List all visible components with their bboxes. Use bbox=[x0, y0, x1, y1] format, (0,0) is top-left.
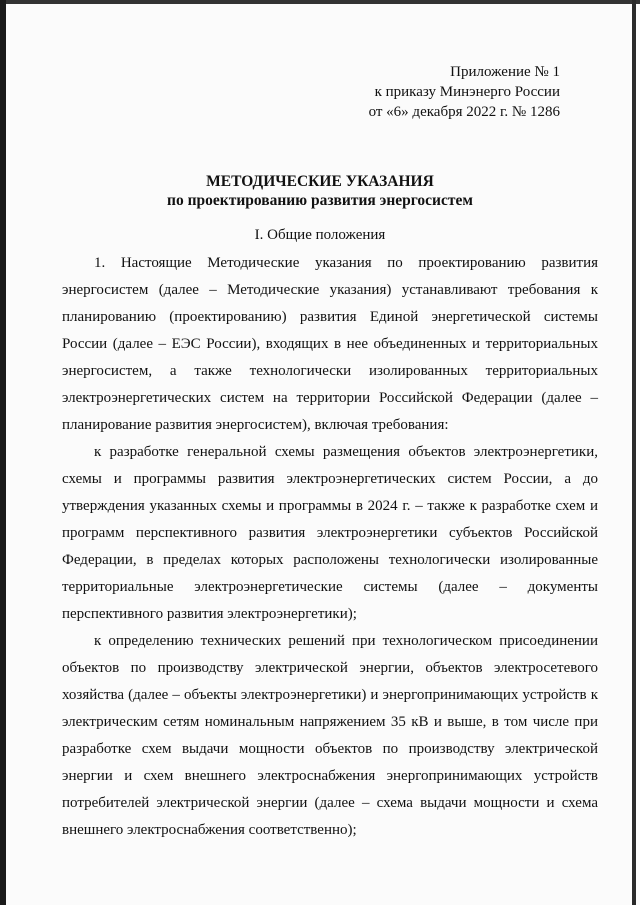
section-heading: I. Общие положения bbox=[254, 227, 386, 243]
document-body bbox=[62, 250, 598, 844]
paragraph: 1. Настоящие Методические указания по проектированию развития энергосистем (далее – Методические указания) устанавливают требования к планированию (проектированию) развития Единой энергетической системы России (далее – ЕЭС России), входящих в нее объединенных и территориальных энергосистем, а также технологически изолированных территориальных электроэнергетических систем на территории Российской Федерации (далее – планирование развития энергосистем), включая требования: bbox=[62, 255, 598, 433]
document-title: МЕТОДИЧЕСКИЕ УКАЗАНИЯ bbox=[206, 173, 434, 190]
document-title-block bbox=[0, 172, 640, 210]
document-subtitle: по проектированию развития энергосистем bbox=[167, 192, 473, 209]
appendix-block bbox=[369, 62, 560, 122]
scan-edge-right bbox=[632, 0, 636, 905]
scan-edge-top bbox=[0, 0, 640, 4]
paragraph: к определению технических решений при технологическом присоединении объектов по производству электрической энергии, объектов электросетевого хозяйства (далее – объекты электроэнергетики) и энергопринимающих устройств к электрическим сетям номинальным напряжением 35 кВ и выше, в том числе при разработке схем выдачи мощности объектов по производству электрической энергии и схем внешнего электроснабжения энергопринимающих устройств потребителей электрической энергии (далее – схема выдачи мощности и схема внешнего электроснабжения соответственно); bbox=[62, 633, 598, 838]
appendix-order-ref: к приказу Минэнерго России bbox=[374, 84, 560, 100]
paragraph: к разработке генеральной схемы размещения объектов электроэнергетики, схемы и программы развития электроэнергетических систем России, а до утверждения указанных схемы и программы в 2024 г. – также к разработке схем и программ перспективного развития электроэнергетики субъектов Российской Федерации, в пределах которых расположены технологически изолированные территориальные электроэнергетические системы (далее – документы перспективного развития электроэнергетики); bbox=[62, 444, 598, 622]
appendix-number: Приложение № 1 bbox=[450, 64, 560, 80]
appendix-order-date: от «6» декабря 2022 г. № 1286 bbox=[368, 104, 560, 120]
scan-edge-left bbox=[0, 0, 6, 905]
